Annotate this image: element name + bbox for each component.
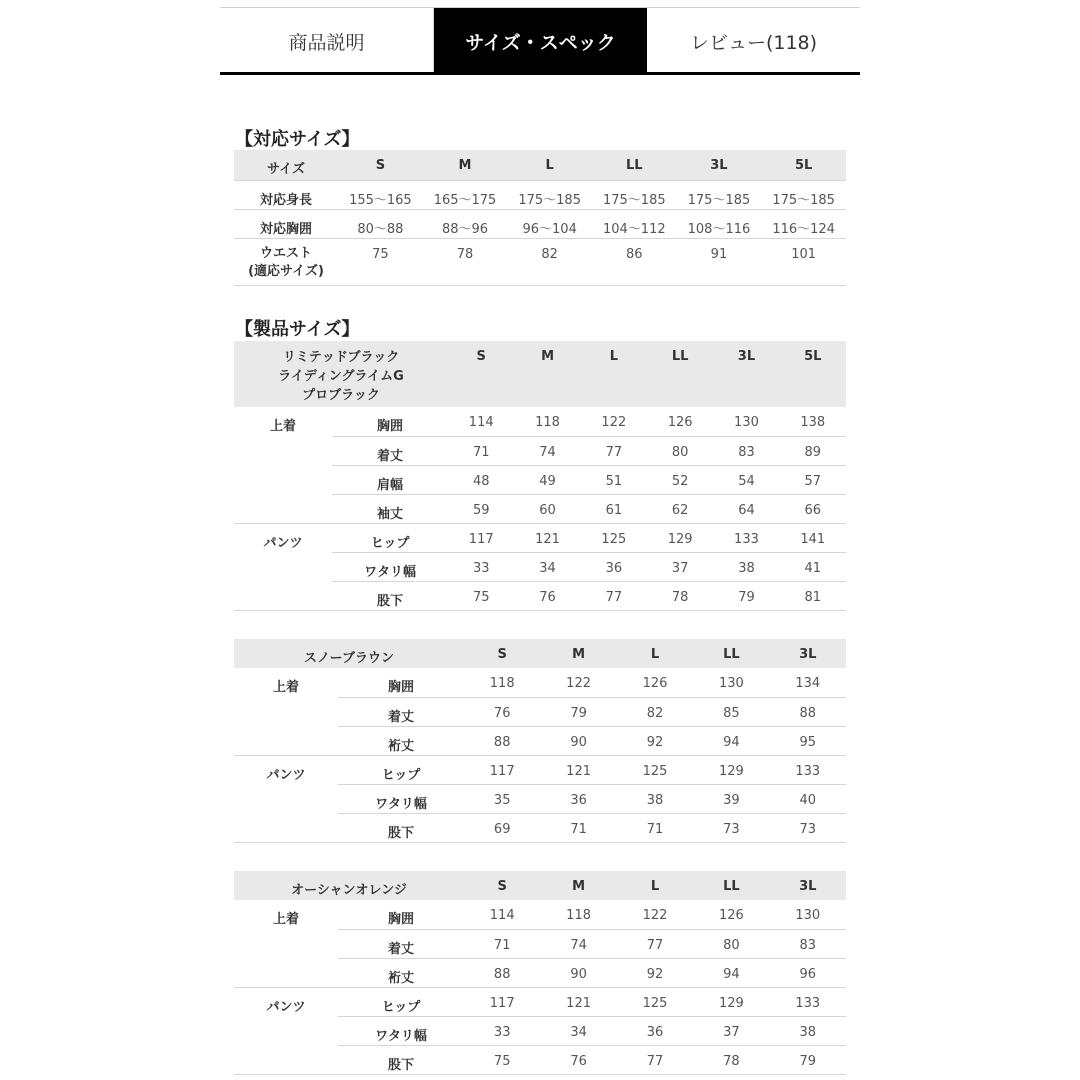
table-cell: 175〜185 xyxy=(772,192,835,208)
table-cell: 61 xyxy=(581,494,647,523)
table-cell: 80 xyxy=(647,436,713,465)
table-cell: 71 xyxy=(617,813,693,842)
table-row xyxy=(234,209,846,238)
item-label: 着丈 xyxy=(332,436,448,465)
table-cell: 96 xyxy=(770,958,846,987)
table-cell: 36 xyxy=(540,784,616,813)
table-cell: 37 xyxy=(647,552,713,581)
group-label: 上着 xyxy=(234,900,338,987)
table-cell: 35 xyxy=(464,784,540,813)
item-label: 胸囲 xyxy=(338,900,464,929)
size-header-cell: S xyxy=(497,879,507,894)
size-header-cell: S xyxy=(497,647,507,662)
size-table-header xyxy=(234,150,846,180)
item-label: ヒップ xyxy=(332,523,448,552)
table-cell: 86 xyxy=(626,246,643,262)
size-header-cell: 3L xyxy=(710,158,728,173)
table-cell: 78 xyxy=(693,1045,769,1074)
table-cell: 92 xyxy=(617,958,693,987)
table-cell: 33 xyxy=(448,552,514,581)
table-cell: 126 xyxy=(693,900,769,929)
table-cell: 71 xyxy=(540,813,616,842)
table-cell: 96〜104 xyxy=(522,221,577,237)
size-header-cell: L xyxy=(650,879,660,894)
table-cell: 118 xyxy=(464,668,540,697)
table-row xyxy=(234,668,846,697)
size-header-cell: LL xyxy=(671,349,689,364)
row-label: 対応身長 xyxy=(260,192,313,208)
table-cell: 39 xyxy=(693,784,769,813)
table-cell: 66 xyxy=(780,494,846,523)
table-cell: 71 xyxy=(448,436,514,465)
table-cell: 79 xyxy=(713,581,779,610)
table-cell: 77 xyxy=(617,1045,693,1074)
size-header-cell: M xyxy=(541,349,554,364)
group-label: 上着 xyxy=(234,407,332,523)
table-cell: 38 xyxy=(713,552,779,581)
table-cell: 133 xyxy=(770,755,846,784)
table-cell: 116〜124 xyxy=(772,221,835,237)
table-cell: 117 xyxy=(464,755,540,784)
size-section-title: 【対応サイズ】 xyxy=(235,129,360,150)
table-cell: 74 xyxy=(514,436,580,465)
product-table-header xyxy=(234,341,846,407)
table-cell: 118 xyxy=(540,900,616,929)
table-cell: 79 xyxy=(770,1045,846,1074)
color-name: ライディングライムG xyxy=(278,369,404,384)
table-cell: 121 xyxy=(540,987,616,1016)
table-cell: 85 xyxy=(693,697,769,726)
table-cell: 62 xyxy=(647,494,713,523)
table-cell: 88 xyxy=(464,958,540,987)
table-cell: 73 xyxy=(770,813,846,842)
size-header-cell: LL xyxy=(626,158,643,173)
color-name: プロブラック xyxy=(302,388,380,403)
item-label: ヒップ xyxy=(338,987,464,1016)
row-label-line: ウエスト xyxy=(260,245,313,261)
table-cell: 74 xyxy=(540,929,616,958)
table-cell: 59 xyxy=(448,494,514,523)
table-cell: 122 xyxy=(617,900,693,929)
table-cell: 141 xyxy=(780,523,846,552)
table-cell: 138 xyxy=(780,407,846,436)
table-cell: 80〜88 xyxy=(357,221,404,237)
table-cell: 33 xyxy=(464,1016,540,1045)
size-header-cell: LL xyxy=(723,879,740,894)
table-cell: 64 xyxy=(713,494,779,523)
table-cell: 118 xyxy=(514,407,580,436)
table-cell: 90 xyxy=(540,726,616,755)
table-cell: 104〜112 xyxy=(602,221,666,237)
table-cell: 37 xyxy=(693,1016,769,1045)
table-cell: 125 xyxy=(581,523,647,552)
row-label xyxy=(234,238,338,285)
table-cell: 117 xyxy=(464,987,540,1016)
tab-underline xyxy=(220,72,860,75)
tab-bar xyxy=(220,7,860,74)
product-section-title: 【製品サイズ】 xyxy=(235,319,360,340)
table-cell: 134 xyxy=(770,668,846,697)
item-label: ワタリ幅 xyxy=(332,552,448,581)
table-cell: 155〜165 xyxy=(349,192,412,208)
table-cell: 82 xyxy=(617,697,693,726)
table-row xyxy=(234,180,846,209)
item-label: ワタリ幅 xyxy=(338,784,464,813)
table-cell: 51 xyxy=(581,465,647,494)
item-label: ワタリ幅 xyxy=(338,1016,464,1045)
item-label: 裄丈 xyxy=(338,958,464,987)
table-cell: 165〜175 xyxy=(433,192,497,208)
item-label: 股下 xyxy=(338,813,464,842)
product-size-table xyxy=(234,341,846,611)
table-cell: 76 xyxy=(464,697,540,726)
table-cell: 79 xyxy=(540,697,616,726)
table-cell: 69 xyxy=(464,813,540,842)
row-label-line: (適応サイズ) xyxy=(248,263,324,279)
table-cell: 95 xyxy=(770,726,846,755)
size-header-cell: 3L xyxy=(737,349,756,364)
table-cell: 40 xyxy=(770,784,846,813)
table-cell: 57 xyxy=(780,465,846,494)
item-label: 着丈 xyxy=(338,929,464,958)
table-cell: 133 xyxy=(770,987,846,1016)
table-cell: 78 xyxy=(456,246,474,262)
table-cell: 175〜185 xyxy=(518,192,581,208)
item-label: 裄丈 xyxy=(338,726,464,755)
size-table xyxy=(234,150,846,286)
table-cell: 101 xyxy=(791,246,817,262)
group-label: パンツ xyxy=(234,755,338,842)
tab-size-spec[interactable]: サイズ・スペック xyxy=(433,8,647,74)
table-cell: 92 xyxy=(617,726,693,755)
item-label: 肩幅 xyxy=(332,465,448,494)
table-row xyxy=(234,755,846,784)
item-label: 着丈 xyxy=(338,697,464,726)
color-name: スノーブラウン xyxy=(304,651,394,666)
table-cell: 54 xyxy=(713,465,779,494)
table-cell: 129 xyxy=(693,755,769,784)
table-cell: 38 xyxy=(617,784,693,813)
size-header-cell: S xyxy=(375,158,386,173)
table-cell: 48 xyxy=(448,465,514,494)
table-cell: 126 xyxy=(617,668,693,697)
table-cell: 94 xyxy=(693,726,769,755)
size-header-cell: 3L xyxy=(799,647,817,662)
size-header-cell: L xyxy=(650,647,660,662)
table-cell: 125 xyxy=(617,987,693,1016)
table-cell: 73 xyxy=(693,813,769,842)
table-cell: 38 xyxy=(770,1016,846,1045)
item-label: 股下 xyxy=(332,581,448,610)
table-cell: 77 xyxy=(581,436,647,465)
table-cell: 78 xyxy=(647,581,713,610)
size-header-cell: M xyxy=(572,879,586,894)
size-header-cell: S xyxy=(476,349,486,364)
table-cell: 71 xyxy=(464,929,540,958)
group-label: パンツ xyxy=(234,987,338,1074)
color-names xyxy=(234,341,448,407)
table-cell: 121 xyxy=(514,523,580,552)
table-cell: 82 xyxy=(541,246,558,262)
table-cell: 94 xyxy=(693,958,769,987)
table-cell: 34 xyxy=(514,552,580,581)
table-cell: 117 xyxy=(448,523,514,552)
table-cell: 36 xyxy=(617,1016,693,1045)
table-cell: 49 xyxy=(514,465,580,494)
table-cell: 83 xyxy=(713,436,779,465)
size-header-cell: 5L xyxy=(794,158,813,173)
size-header-cell: 5L xyxy=(804,349,822,364)
table-cell: 114 xyxy=(448,407,514,436)
table-cell: 90 xyxy=(540,958,616,987)
table-cell: 175〜185 xyxy=(687,192,751,208)
table-cell: 75 xyxy=(448,581,514,610)
table-cell: 114 xyxy=(464,900,540,929)
item-label: 袖丈 xyxy=(332,494,448,523)
table-cell: 130 xyxy=(693,668,769,697)
item-label: 股下 xyxy=(338,1045,464,1074)
table-cell: 76 xyxy=(540,1045,616,1074)
table-cell: 129 xyxy=(647,523,713,552)
row-label: 対応胸囲 xyxy=(260,221,313,237)
item-label: 胸囲 xyxy=(338,668,464,697)
table-cell: 121 xyxy=(540,755,616,784)
table-row xyxy=(234,238,846,285)
table-cell: 80 xyxy=(693,929,769,958)
table-cell: 175〜185 xyxy=(602,192,666,208)
size-header-cell: 3L xyxy=(799,879,817,894)
tab-product-description[interactable]: 商品説明 xyxy=(288,31,365,54)
size-header-cell: L xyxy=(545,158,554,173)
table-cell: 122 xyxy=(540,668,616,697)
table-cell: 75 xyxy=(372,246,389,262)
table-cell: 126 xyxy=(647,407,713,436)
table-cell: 81 xyxy=(780,581,846,610)
table-cell: 88 xyxy=(464,726,540,755)
table-cell: 130 xyxy=(770,900,846,929)
product-size-table xyxy=(234,871,846,1075)
table-cell: 52 xyxy=(647,465,713,494)
table-row xyxy=(234,407,846,436)
table-row xyxy=(234,900,846,929)
table-cell: 89 xyxy=(780,436,846,465)
table-cell: 88 xyxy=(770,697,846,726)
tab-reviews[interactable]: レビュー(118) xyxy=(689,31,818,54)
product-table-header xyxy=(234,639,846,668)
table-cell: 36 xyxy=(581,552,647,581)
table-row xyxy=(234,523,846,552)
product-table-header xyxy=(234,871,846,900)
table-cell: 41 xyxy=(780,552,846,581)
item-label: ヒップ xyxy=(338,755,464,784)
table-cell: 122 xyxy=(581,407,647,436)
table-cell: 83 xyxy=(770,929,846,958)
table-row xyxy=(234,987,846,1016)
table-cell: 91 xyxy=(710,246,728,262)
size-header-label: サイズ xyxy=(267,162,306,177)
size-header-cell: L xyxy=(609,349,618,364)
table-cell: 108〜116 xyxy=(687,221,751,237)
table-cell: 60 xyxy=(514,494,580,523)
size-header-cell: LL xyxy=(723,647,740,662)
table-cell: 34 xyxy=(540,1016,616,1045)
table-cell: 129 xyxy=(693,987,769,1016)
table-cell: 88〜96 xyxy=(441,221,489,237)
item-label: 胸囲 xyxy=(332,407,448,436)
table-cell: 125 xyxy=(617,755,693,784)
product-size-table xyxy=(234,639,846,843)
color-name: リミテッドブラック xyxy=(282,350,400,365)
table-cell: 77 xyxy=(581,581,647,610)
table-cell: 77 xyxy=(617,929,693,958)
table-cell: 76 xyxy=(514,581,580,610)
table-cell: 75 xyxy=(464,1045,540,1074)
table-cell: 130 xyxy=(713,407,779,436)
table-cell: 133 xyxy=(713,523,779,552)
group-label: パンツ xyxy=(234,523,332,610)
size-header-cell: M xyxy=(458,158,472,173)
group-label: 上着 xyxy=(234,668,338,755)
size-header-cell: M xyxy=(572,647,586,662)
color-name: オーシャンオレンジ xyxy=(291,883,407,898)
